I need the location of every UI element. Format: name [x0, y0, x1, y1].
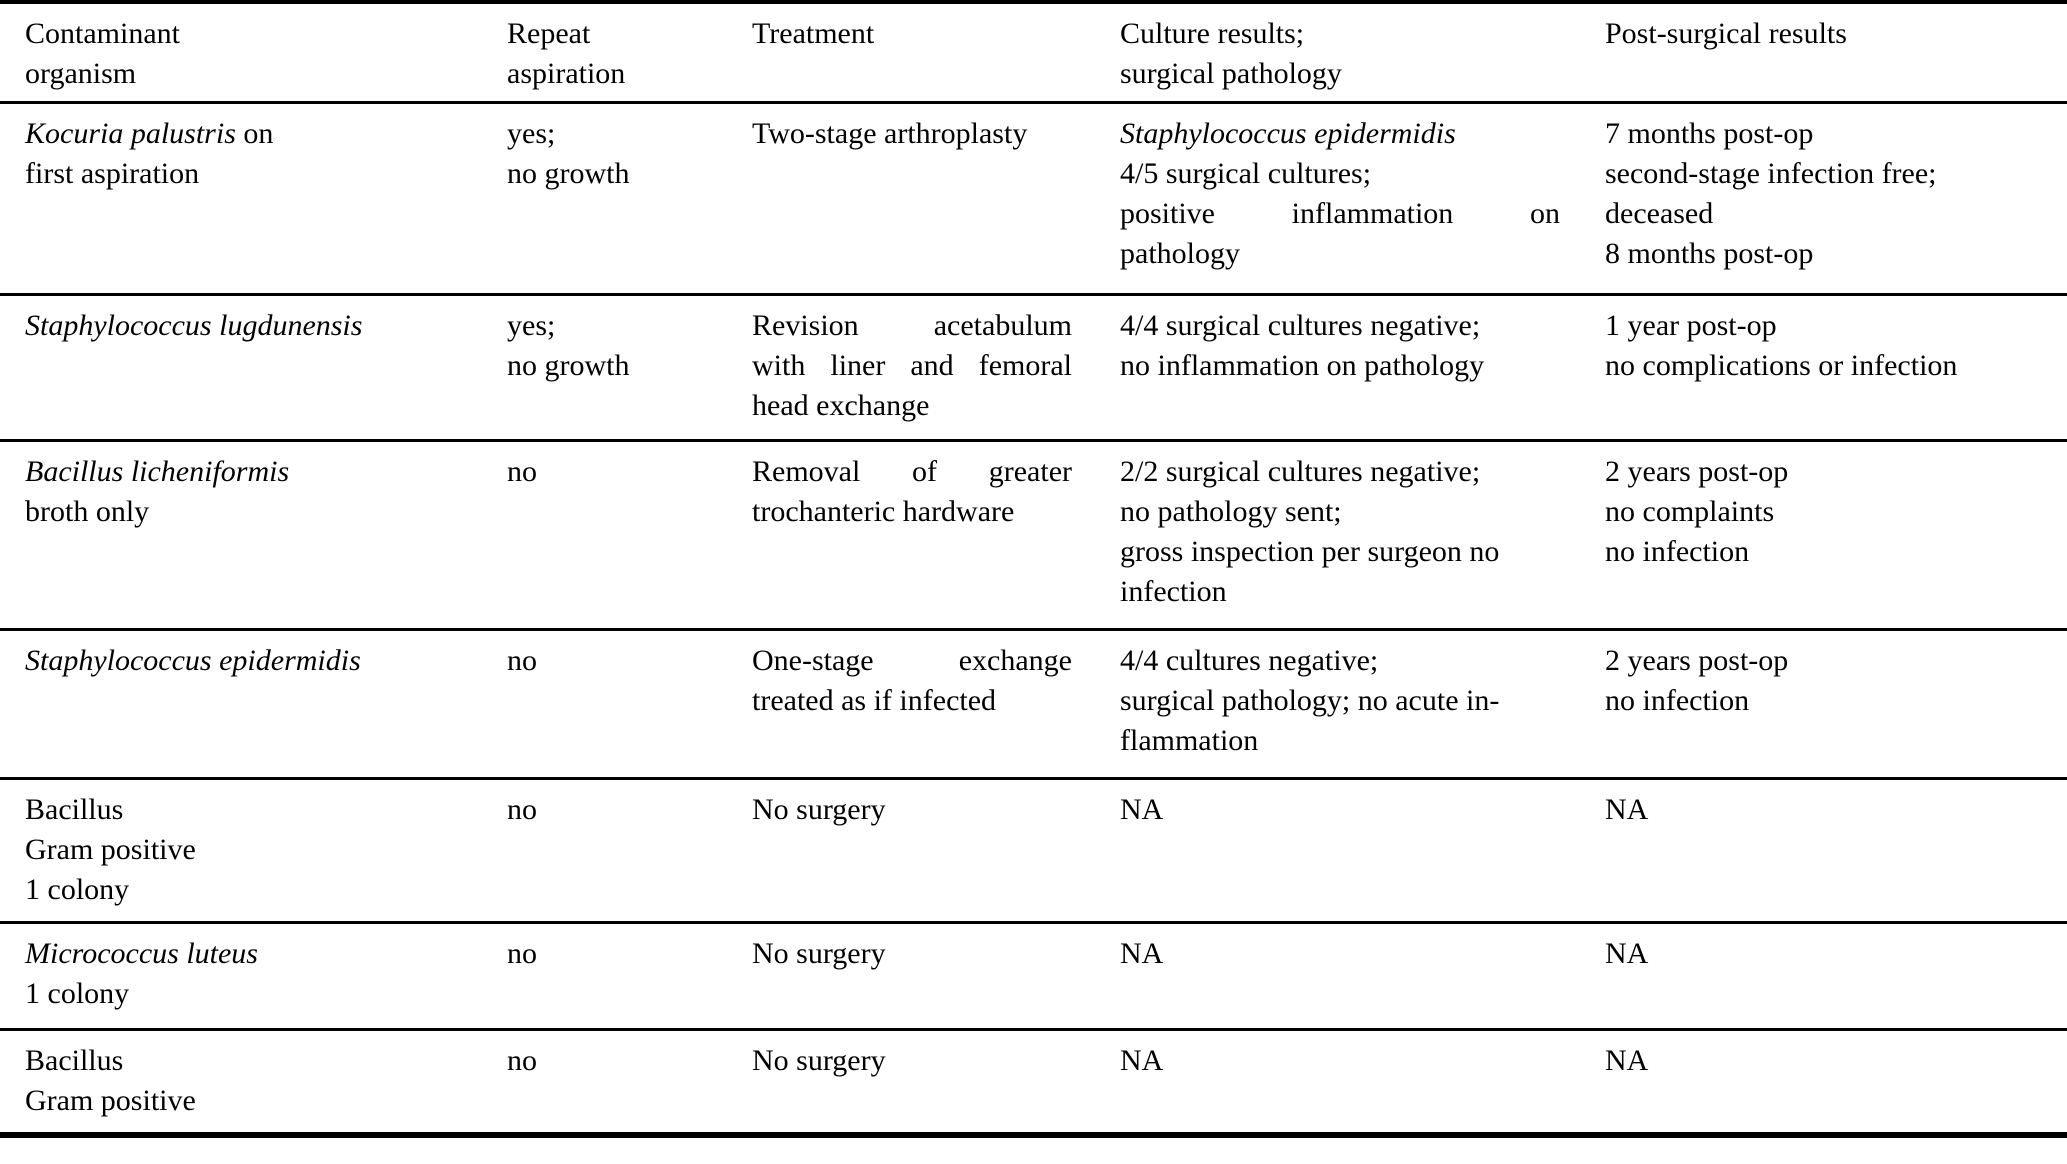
- table-cell: [1120, 102, 1605, 294]
- text-segment: 2 years post-op: [1605, 643, 1789, 677]
- table-cell: [752, 629, 1120, 778]
- cell-line: [25, 154, 507, 194]
- text-segment: deceased: [1605, 196, 1714, 230]
- text-segment: 1 colony: [25, 976, 130, 1010]
- cell-line: [752, 790, 1072, 830]
- table-row: [0, 1029, 2067, 1135]
- cell-line: [507, 346, 752, 386]
- cell-line: [1120, 790, 1560, 830]
- table-cell: [1120, 1029, 1605, 1135]
- table-cell: [1120, 440, 1605, 629]
- cell-line: [1120, 934, 1560, 974]
- text-segment: no infection: [1605, 683, 1750, 717]
- table-cell: [752, 102, 1120, 294]
- cell-line: [25, 1081, 507, 1121]
- text-segment: with liner and femoral: [752, 348, 1072, 382]
- text-segment: no: [507, 792, 537, 826]
- text-segment: no inflammation on pathology: [1120, 348, 1485, 382]
- cell-line: [1120, 154, 1560, 194]
- cell-line: [1120, 234, 1560, 274]
- table-cell: [507, 778, 752, 922]
- organism-name: Kocuria palustris: [25, 116, 236, 150]
- header-line: Culture results;: [1120, 17, 1305, 50]
- cell-line: [1605, 234, 2057, 274]
- table-cell: [507, 629, 752, 778]
- text-segment: NA: [1120, 1043, 1164, 1077]
- text-segment: head exchange: [752, 388, 930, 422]
- text-segment: yes;: [507, 116, 556, 150]
- cell-line: [752, 452, 1072, 492]
- cell-line: [1120, 681, 1560, 721]
- table-cell: [1605, 294, 2067, 440]
- table-cell: [1605, 440, 2067, 629]
- text-segment: NA: [1605, 792, 1649, 826]
- text-segment: no: [507, 643, 537, 677]
- text-segment: 2/2 surgical cultures negative;: [1120, 454, 1481, 488]
- header-cell: [0, 2, 507, 102]
- text-segment: pathology: [1120, 236, 1240, 270]
- cell-line: [25, 306, 507, 346]
- cell-line: [1605, 1041, 2057, 1081]
- cell-line: [1605, 194, 2057, 234]
- text-segment: no infection: [1605, 534, 1750, 568]
- cell-line: [1605, 681, 2057, 721]
- text-segment: no growth: [507, 348, 630, 382]
- text-segment: 4/4 cultures negative;: [1120, 643, 1379, 677]
- cell-line: [752, 934, 1072, 974]
- cell-line: [1120, 194, 1560, 234]
- text-segment: treated as if infected: [752, 683, 997, 717]
- text-segment: broth only: [25, 494, 150, 528]
- cell-line: [1605, 346, 2057, 386]
- cell-line: [1605, 934, 2057, 974]
- text-segment: no: [507, 1043, 537, 1077]
- table-cell: [507, 1029, 752, 1135]
- text-segment: surgical pathology; no acute in-: [1120, 683, 1500, 717]
- cell-line: [752, 681, 1072, 721]
- cell-line: [25, 790, 507, 830]
- table-row: [0, 294, 2067, 440]
- header-line: Post-surgical results: [1605, 17, 1847, 50]
- text-segment: NA: [1605, 1043, 1649, 1077]
- cell-line: [1120, 452, 1560, 492]
- text-segment: no pathology sent;: [1120, 494, 1342, 528]
- cell-line: [507, 452, 752, 492]
- table-cell: [0, 294, 507, 440]
- cell-line: [1605, 306, 2057, 346]
- header-row: [0, 2, 2067, 102]
- cell-line: [1605, 114, 2057, 154]
- cell-line: [1120, 346, 1560, 386]
- text-segment: infection: [1120, 574, 1227, 608]
- text-segment: no complications or infection: [1605, 348, 1958, 382]
- text-segment: NA: [1605, 936, 1649, 970]
- table-cell: [752, 294, 1120, 440]
- cell-line: [25, 974, 507, 1014]
- table-cell: [507, 294, 752, 440]
- table-cell: [752, 1029, 1120, 1135]
- text-segment: 4/4 surgical cultures negative;: [1120, 308, 1481, 342]
- table-cell: [507, 440, 752, 629]
- header-cell: [1120, 2, 1605, 102]
- table-cell: [1120, 629, 1605, 778]
- cell-line: [1120, 492, 1560, 532]
- cell-line: [1120, 572, 1560, 612]
- table-cell: [752, 440, 1120, 629]
- header-line: surgical pathology: [1120, 57, 1342, 90]
- text-segment: flammation: [1120, 723, 1259, 757]
- text-segment: positive inflammation on: [1120, 196, 1560, 230]
- cell-line: [752, 492, 1072, 532]
- cell-line: [507, 1041, 752, 1081]
- cell-line: [1120, 1041, 1560, 1081]
- text-segment: NA: [1120, 936, 1164, 970]
- header-line: Repeat: [507, 17, 591, 50]
- cell-line: [507, 641, 752, 681]
- text-segment: Bacillus: [25, 792, 124, 826]
- cell-line: [752, 641, 1072, 681]
- cell-line: [752, 346, 1072, 386]
- text-segment: no: [507, 936, 537, 970]
- text-segment: NA: [1120, 792, 1164, 826]
- table-row: [0, 440, 2067, 629]
- table-cell: [1120, 922, 1605, 1029]
- organism-name: Bacillus licheniformis: [25, 454, 290, 488]
- text-segment: No surgery: [752, 792, 886, 826]
- header-line: aspiration: [507, 57, 626, 90]
- table-cell: [1120, 294, 1605, 440]
- table-cell: [1605, 1029, 2067, 1135]
- cell-line: [1605, 641, 2057, 681]
- text-segment: no: [507, 454, 537, 488]
- text-segment: yes;: [507, 308, 556, 342]
- organism-name: Staphylococcus epidermidis: [1120, 116, 1456, 150]
- text-segment: 1 colony: [25, 872, 130, 906]
- cell-line: [25, 452, 507, 492]
- table-cell: [0, 629, 507, 778]
- cell-line: [752, 386, 1072, 426]
- cell-line: [1605, 154, 2057, 194]
- text-segment: Gram positive: [25, 832, 196, 866]
- text-segment: Revision acetabulum: [752, 308, 1072, 342]
- cell-line: [25, 114, 507, 154]
- table-cell: [0, 102, 507, 294]
- table-cell: [0, 922, 507, 1029]
- table-body: [0, 102, 2067, 1135]
- cell-line: [507, 934, 752, 974]
- cell-line: [1605, 790, 2057, 830]
- text-segment: on: [235, 116, 274, 150]
- organism-name: Staphylococcus epidermidis: [25, 643, 361, 677]
- organism-name: Micrococcus luteus: [25, 936, 258, 970]
- text-segment: 4/5 surgical cultures;: [1120, 156, 1372, 190]
- text-segment: Gram positive: [25, 1083, 196, 1117]
- cell-line: [1605, 452, 2057, 492]
- text-segment: 2 years post-op: [1605, 454, 1789, 488]
- table-row: [0, 922, 2067, 1029]
- header-line: organism: [25, 57, 137, 90]
- table-cell: [0, 440, 507, 629]
- table-cell: [507, 922, 752, 1029]
- cell-line: [1605, 532, 2057, 572]
- text-segment: Removal of greater: [752, 454, 1072, 488]
- table-row: [0, 102, 2067, 294]
- cell-line: [25, 870, 507, 910]
- cell-line: [25, 641, 507, 681]
- table-cell: [507, 102, 752, 294]
- table-cell: [0, 1029, 507, 1135]
- cell-line: [1120, 114, 1560, 154]
- table-cell: [1120, 778, 1605, 922]
- cell-line: [752, 1041, 1072, 1081]
- cell-line: [507, 114, 752, 154]
- text-segment: No surgery: [752, 936, 886, 970]
- header-line: Contaminant: [25, 17, 180, 50]
- table-cell: [0, 778, 507, 922]
- text-segment: no growth: [507, 156, 630, 190]
- text-segment: gross inspection per surgeon no: [1120, 534, 1500, 568]
- table-cell: [752, 778, 1120, 922]
- cell-line: [25, 1041, 507, 1081]
- cell-line: [1120, 641, 1560, 681]
- text-segment: Bacillus: [25, 1043, 124, 1077]
- cell-line: [25, 830, 507, 870]
- table-cell: [1605, 102, 2067, 294]
- cell-line: [1120, 306, 1560, 346]
- cell-line: [507, 790, 752, 830]
- text-segment: Two-stage arthroplasty: [752, 116, 1028, 150]
- header-cell: [1605, 2, 2067, 102]
- cell-line: [25, 934, 507, 974]
- text-segment: trochanteric hardware: [752, 494, 1015, 528]
- cell-line: [1120, 532, 1560, 572]
- text-segment: One-stage exchange: [752, 643, 1072, 677]
- text-segment: 7 months post-op: [1605, 116, 1814, 150]
- table-row: [0, 629, 2067, 778]
- table-cell: [1605, 778, 2067, 922]
- table-cell: [1605, 629, 2067, 778]
- text-segment: 8 months post-op: [1605, 236, 1814, 270]
- cell-line: [25, 492, 507, 532]
- header-cell: [752, 2, 1120, 102]
- header-cell: [507, 2, 752, 102]
- text-segment: No surgery: [752, 1043, 886, 1077]
- cell-line: [1120, 721, 1560, 761]
- table-cell: [1605, 922, 2067, 1029]
- table-cell: [752, 922, 1120, 1029]
- cell-line: [507, 306, 752, 346]
- header-line: Treatment: [752, 17, 875, 50]
- text-segment: 1 year post-op: [1605, 308, 1777, 342]
- cell-line: [752, 114, 1072, 154]
- organism-name: Staphylococcus lugdunensis: [25, 308, 363, 342]
- text-segment: second-stage infection free;: [1605, 156, 1937, 190]
- cell-line: [752, 306, 1072, 346]
- text-segment: first aspiration: [25, 156, 200, 190]
- cell-line: [1605, 492, 2057, 532]
- cell-line: [507, 154, 752, 194]
- table-row: [0, 778, 2067, 922]
- text-segment: no complaints: [1605, 494, 1775, 528]
